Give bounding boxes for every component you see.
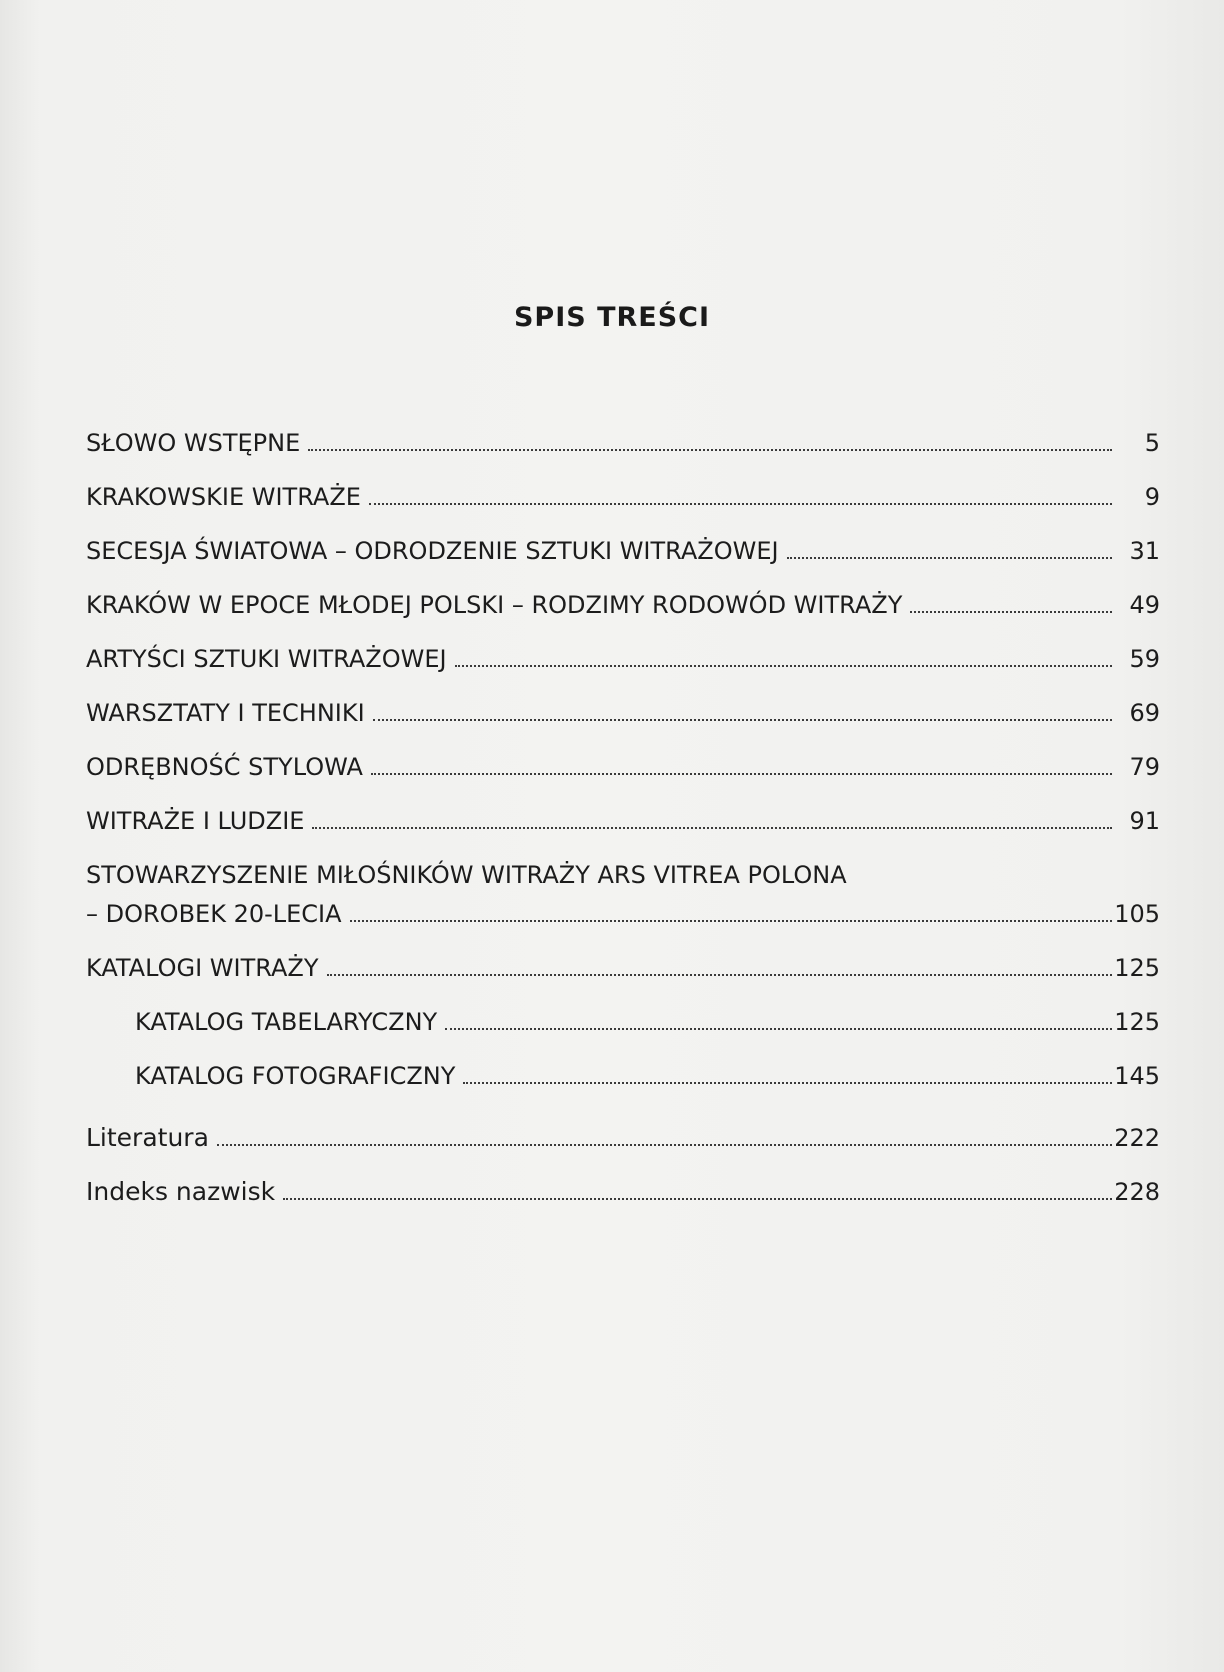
toc-entry-label: ODRĘBNOŚĆ STYLOWA xyxy=(86,753,363,781)
toc-entry-label: KATALOG FOTOGRAFICZNY xyxy=(135,1062,456,1090)
toc-entry-page: 5 xyxy=(1144,429,1160,457)
leader-dots xyxy=(463,1082,1112,1084)
toc-entry[interactable] xyxy=(86,590,1160,620)
toc-entry-page: 79 xyxy=(1129,753,1160,781)
toc-entry-label: KATALOG TABELARYCZNY xyxy=(135,1008,438,1036)
leader-dots xyxy=(312,827,1112,829)
toc-entry-page: 228 xyxy=(1114,1178,1160,1206)
leader-dots xyxy=(217,1144,1112,1146)
toc-entry[interactable] xyxy=(86,698,1160,728)
leader-dots xyxy=(369,503,1112,505)
toc-entry-page: 145 xyxy=(1114,1062,1160,1090)
toc-subentry[interactable] xyxy=(135,1007,1160,1037)
toc-entry-page: 9 xyxy=(1144,483,1160,511)
toc-entry-page: 125 xyxy=(1114,1008,1160,1036)
toc-entry-page: 59 xyxy=(1129,645,1160,673)
toc-entry-page: 49 xyxy=(1129,591,1160,619)
toc-entry-label: WITRAŻE I LUDZIE xyxy=(86,807,305,835)
toc-entry-page: 105 xyxy=(1114,900,1160,928)
leader-dots xyxy=(350,920,1112,922)
leader-dots xyxy=(910,611,1112,613)
leader-dots xyxy=(373,719,1112,721)
leader-dots xyxy=(445,1028,1112,1030)
toc-entry[interactable] xyxy=(86,536,1160,566)
toc-entry-page: 69 xyxy=(1129,699,1160,727)
toc-entry-label: KRAKÓW W EPOCE MŁODEJ POLSKI – RODZIMY RODOWÓD WITRAŻY xyxy=(86,591,903,619)
toc-entry[interactable] xyxy=(86,1123,1160,1153)
toc-entry-page: 125 xyxy=(1114,954,1160,982)
toc-entry-label: SŁOWO WSTĘPNE xyxy=(86,429,301,457)
toc-subentry[interactable] xyxy=(135,1061,1160,1091)
leader-dots xyxy=(308,449,1112,451)
leader-dots xyxy=(371,773,1112,775)
toc-entry-page: 31 xyxy=(1129,537,1160,565)
toc-entry[interactable] xyxy=(86,806,1160,836)
leader-dots xyxy=(283,1198,1112,1200)
page-title: SPIS TREŚCI xyxy=(513,302,711,333)
toc-entry[interactable] xyxy=(86,428,1160,458)
toc-entry-label: – DOROBEK 20-LECIA xyxy=(86,900,342,928)
leader-dots xyxy=(455,665,1112,667)
leader-dots xyxy=(327,974,1113,976)
toc-entry[interactable] xyxy=(86,482,1160,512)
toc-entry-label: WARSZTATY I TECHNIKI xyxy=(86,699,365,727)
toc-entry-label-line1: STOWARZYSZENIE MIŁOŚNIKÓW WITRAŻY ARS VITREA POLONA xyxy=(86,861,847,889)
toc-entry-label: SECESJA ŚWIATOWA – ODRODZENIE SZTUKI WITRAŻOWEJ xyxy=(86,537,779,565)
toc-entry-page: 91 xyxy=(1129,807,1160,835)
toc-entry[interactable] xyxy=(86,899,1160,929)
toc-entry[interactable] xyxy=(86,1177,1160,1207)
toc-entry-page: 222 xyxy=(1114,1124,1160,1152)
toc-entry[interactable] xyxy=(86,953,1160,983)
toc-entry-label: ARTYŚCI SZTUKI WITRAŻOWEJ xyxy=(86,645,447,673)
toc-entry-label: Literatura xyxy=(86,1123,209,1152)
leader-dots xyxy=(787,557,1112,559)
toc-entry[interactable] xyxy=(86,752,1160,782)
toc-entry-label: KATALOGI WITRAŻY xyxy=(86,954,319,982)
toc-entry-label: KRAKOWSKIE WITRAŻE xyxy=(86,483,361,511)
toc-entry[interactable] xyxy=(86,644,1160,674)
toc-entry-label: Indeks nazwisk xyxy=(86,1177,276,1206)
